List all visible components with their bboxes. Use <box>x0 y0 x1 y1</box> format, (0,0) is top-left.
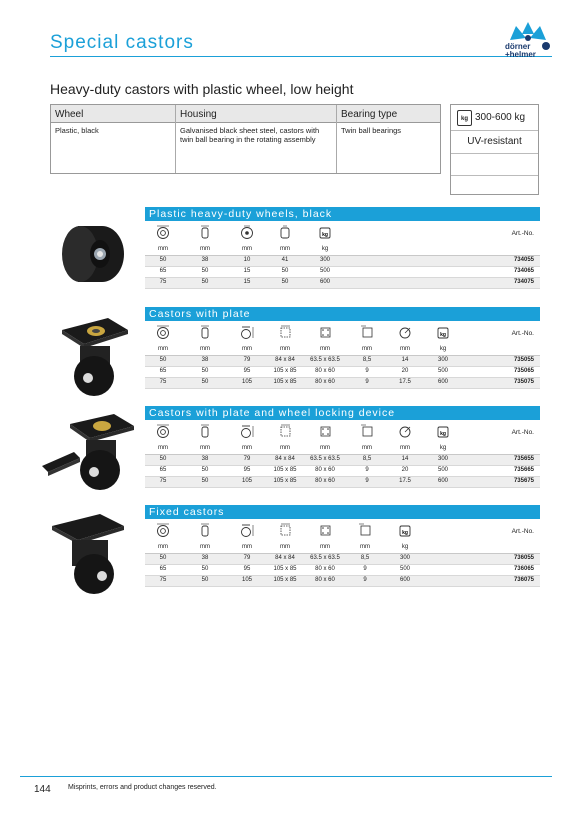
unit-label: mm <box>200 544 210 550</box>
table-cell: 10 <box>243 257 251 263</box>
table-row <box>145 367 540 378</box>
table-row <box>145 554 540 565</box>
brand-logo-text <box>505 43 536 59</box>
unit-label: mm <box>242 346 252 352</box>
unit-label: mm <box>360 544 370 550</box>
table-cell: 105 x 85 <box>273 566 297 572</box>
table-cell: 14 <box>401 357 409 363</box>
table-cell: 500 <box>319 268 330 274</box>
table-cell: 9 <box>363 566 367 572</box>
table-cell: 300 <box>437 357 448 363</box>
table-cell: 63.5 x 63.5 <box>310 357 340 363</box>
table-cell: 17.5 <box>399 478 411 484</box>
article-number-header: Art.-No. <box>511 429 534 436</box>
unit-label: mm <box>280 246 290 252</box>
article-number: 734055 <box>513 257 534 263</box>
svg-text:kg: kg <box>440 332 446 338</box>
article-number: 736065 <box>513 566 534 572</box>
table-cell: 105 <box>241 577 252 583</box>
unit-label: mm <box>242 246 252 252</box>
table-row <box>145 256 540 267</box>
overall-height-icon <box>240 523 254 537</box>
table-cell: 75 <box>159 478 167 484</box>
table-row <box>145 356 540 367</box>
units-row <box>145 245 540 256</box>
table-cell: 50 <box>201 478 209 484</box>
table-cell: 38 <box>201 257 209 263</box>
table-cell: 80 x 60 <box>315 368 335 374</box>
spec-header-wheel: Wheel <box>55 109 84 120</box>
bolt-hole-icon <box>358 523 372 537</box>
section-subtitle: Heavy-duty castors with plastic wheel, low height <box>50 81 354 97</box>
table-row <box>145 267 540 278</box>
wheel-diameter-icon <box>156 523 170 537</box>
table-cell: 500 <box>437 467 448 473</box>
svg-text:kg: kg <box>402 530 408 536</box>
logo-word-2: +helmer <box>505 50 536 59</box>
wheel-diameter-icon <box>156 225 170 239</box>
section-title-bar: Plastic heavy-duty wheels, black <box>145 207 540 221</box>
section-title-bar: Castors with plate and wheel locking device <box>145 406 540 420</box>
table-cell: 600 <box>437 379 448 385</box>
article-number: 735675 <box>513 478 534 484</box>
table-cell: 80 x 60 <box>315 379 335 385</box>
wheel-width-icon <box>198 424 212 438</box>
table-cell: 9 <box>365 379 369 385</box>
table-cell: 50 <box>159 257 167 263</box>
table-cell: 63.5 x 63.5 <box>310 456 340 462</box>
table-cell: 38 <box>201 456 209 462</box>
product-section <box>145 307 540 389</box>
table-cell: 600 <box>319 279 330 285</box>
table-cell: 300 <box>319 257 330 263</box>
product-section <box>145 406 540 488</box>
table-cell: 79 <box>243 357 251 363</box>
table-cell: 50 <box>159 456 167 462</box>
overall-height-icon <box>240 424 254 438</box>
table-cell: 65 <box>159 268 167 274</box>
bolt-hole-icon <box>360 424 374 438</box>
article-number: 736075 <box>513 577 534 583</box>
unit-label: mm <box>200 445 210 451</box>
table-cell: 38 <box>201 555 209 561</box>
load-capacity-icon <box>436 325 450 339</box>
article-number: 735655 <box>513 456 534 462</box>
load-range: 300-600 kg <box>475 112 526 123</box>
svg-text:kg: kg <box>322 232 328 238</box>
table-row <box>145 576 540 587</box>
unit-label: kg <box>439 346 447 352</box>
unit-label: mm <box>400 445 410 451</box>
table-row <box>145 565 540 576</box>
table-cell: 50 <box>159 555 167 561</box>
table-cell: 75 <box>159 379 167 385</box>
table-cell: 300 <box>399 555 410 561</box>
load-capacity-icon <box>436 424 450 438</box>
unit-label: mm <box>320 346 330 352</box>
article-number-header: Art.-No. <box>511 528 534 535</box>
unit-label: mm <box>200 346 210 352</box>
load-badge <box>450 104 539 195</box>
offset-icon <box>398 424 412 438</box>
table-cell: 8,5 <box>360 555 370 561</box>
table-cell: 20 <box>401 467 409 473</box>
table-cell: 50 <box>281 268 289 274</box>
table-cell: 50 <box>201 467 209 473</box>
table-cell: 600 <box>399 577 410 583</box>
product-section <box>145 505 540 587</box>
svg-text:kg: kg <box>440 431 446 437</box>
table-cell: 300 <box>437 456 448 462</box>
offset-icon <box>398 325 412 339</box>
table-cell: 50 <box>159 357 167 363</box>
hub-length-icon <box>278 225 292 239</box>
load-badge-row <box>451 105 538 131</box>
table-cell: 8,5 <box>362 357 372 363</box>
spec-value-bearing: Twin ball bearings <box>341 126 402 135</box>
hole-spacing-icon <box>318 523 332 537</box>
table-cell: 84 x 84 <box>275 357 295 363</box>
table-cell: 80 x 60 <box>315 478 335 484</box>
table-cell: 95 <box>243 368 251 374</box>
table-cell: 79 <box>243 555 251 561</box>
table-cell: 65 <box>159 368 167 374</box>
bolt-hole-icon <box>360 325 374 339</box>
spec-col-housing <box>175 105 336 173</box>
hole-spacing-icon <box>318 424 332 438</box>
table-cell: 80 x 60 <box>315 467 335 473</box>
table-cell: 105 x 85 <box>273 467 297 473</box>
unit-label: mm <box>280 346 290 352</box>
load-capacity-icon <box>318 225 332 239</box>
spec-icons-row <box>145 321 540 345</box>
table-cell: 9 <box>365 478 369 484</box>
unit-label: kg <box>439 445 447 451</box>
table-cell: 500 <box>437 368 448 374</box>
article-number-header: Art.-No. <box>511 230 534 237</box>
table-cell: 50 <box>201 268 209 274</box>
wheel-diameter-icon <box>156 325 170 339</box>
table-cell: 105 <box>241 379 252 385</box>
article-number: 735665 <box>513 467 534 473</box>
table-cell: 50 <box>201 577 209 583</box>
unit-label: mm <box>242 544 252 550</box>
table-cell: 80 x 60 <box>315 566 335 572</box>
article-number: 736055 <box>513 555 534 561</box>
table-row <box>145 477 540 488</box>
table-row <box>145 278 540 289</box>
table-cell: 95 <box>243 467 251 473</box>
unit-label: kg <box>401 544 409 550</box>
badge-empty-row <box>451 154 538 176</box>
table-cell: 8,5 <box>362 456 372 462</box>
units-row <box>145 345 540 356</box>
table-cell: 63.5 x 63.5 <box>310 555 340 561</box>
table-cell: 65 <box>159 467 167 473</box>
article-number: 734075 <box>513 279 534 285</box>
table-cell: 50 <box>201 368 209 374</box>
units-row <box>145 543 540 554</box>
spec-table <box>50 104 441 174</box>
table-cell: 105 x 85 <box>273 368 297 374</box>
table-cell: 17.5 <box>399 379 411 385</box>
plate-size-icon <box>278 523 292 537</box>
unit-label: mm <box>158 246 168 252</box>
unit-label: mm <box>320 445 330 451</box>
table-cell: 600 <box>437 478 448 484</box>
unit-label: mm <box>362 346 372 352</box>
article-number: 735055 <box>513 357 534 363</box>
table-cell: 50 <box>201 279 209 285</box>
hub-bore-icon <box>240 225 254 239</box>
unit-label: mm <box>200 246 210 252</box>
table-cell: 105 <box>241 478 252 484</box>
table-cell: 9 <box>365 368 369 374</box>
table-cell: 50 <box>281 279 289 285</box>
article-number: 735075 <box>513 379 534 385</box>
table-cell: 9 <box>363 577 367 583</box>
wheel-diameter-icon <box>156 424 170 438</box>
overall-height-icon <box>240 325 254 339</box>
plate-size-icon <box>278 325 292 339</box>
unit-label: mm <box>158 346 168 352</box>
unit-label: mm <box>280 445 290 451</box>
logo-word-1: dörner <box>505 42 531 51</box>
article-number-header: Art.-No. <box>511 330 534 337</box>
wheel-width-icon <box>198 225 212 239</box>
table-cell: 75 <box>159 577 167 583</box>
table-cell: 50 <box>201 566 209 572</box>
table-cell: 84 x 84 <box>275 555 295 561</box>
table-cell: 50 <box>201 379 209 385</box>
spec-col-bearing <box>336 105 440 173</box>
table-cell: 95 <box>243 566 251 572</box>
castor-with-lock-image <box>40 412 140 494</box>
table-cell: 79 <box>243 456 251 462</box>
wheel-width-icon <box>198 523 212 537</box>
section-title-bar: Fixed castors <box>145 505 540 519</box>
plastic-wheel-image <box>58 218 128 288</box>
weight-kg-icon: kg <box>457 110 472 126</box>
table-cell: 20 <box>401 368 409 374</box>
unit-label: mm <box>242 445 252 451</box>
spec-header-housing: Housing <box>180 109 217 120</box>
castor-with-plate-image <box>58 316 130 398</box>
table-cell: 105 x 85 <box>273 577 297 583</box>
units-row <box>145 444 540 455</box>
uv-resistant-label: UV-resistant <box>451 131 538 154</box>
table-cell: 84 x 84 <box>275 456 295 462</box>
table-cell: 15 <box>243 279 251 285</box>
spec-header-bearing: Bearing type <box>341 109 398 120</box>
unit-label: mm <box>158 544 168 550</box>
unit-label: mm <box>320 544 330 550</box>
page-title: Special castors <box>50 32 194 53</box>
table-row <box>145 455 540 466</box>
table-cell: 15 <box>243 268 251 274</box>
unit-label: mm <box>280 544 290 550</box>
table-cell: 9 <box>365 467 369 473</box>
fixed-castor-image <box>50 512 130 596</box>
table-cell: 14 <box>401 456 409 462</box>
unit-label: mm <box>362 445 372 451</box>
section-title-bar: Castors with plate <box>145 307 540 321</box>
spec-col-wheel <box>51 105 175 173</box>
table-cell: 80 x 60 <box>315 577 335 583</box>
spec-value-wheel: Plastic, black <box>55 126 99 135</box>
product-section <box>145 207 540 289</box>
unit-label: kg <box>321 246 329 252</box>
table-cell: 65 <box>159 566 167 572</box>
table-cell: 105 x 85 <box>273 478 297 484</box>
spec-icons-row <box>145 221 540 245</box>
footer-note: Misprints, errors and product changes reserved. <box>68 784 217 791</box>
wheel-width-icon <box>198 325 212 339</box>
spec-icons-row <box>145 519 540 543</box>
unit-label: mm <box>158 445 168 451</box>
spec-value-housing: Galvanised black sheet steel, castors with twin ball bearing in the rotating assembly <box>180 126 320 144</box>
article-number: 734065 <box>513 268 534 274</box>
table-cell: 500 <box>399 566 410 572</box>
table-cell: 41 <box>281 257 289 263</box>
table-cell: 75 <box>159 279 167 285</box>
table-cell: 105 x 85 <box>273 379 297 385</box>
table-row <box>145 466 540 477</box>
load-capacity-icon <box>398 523 412 537</box>
spec-icons-row <box>145 420 540 444</box>
hole-spacing-icon <box>318 325 332 339</box>
unit-label: mm <box>400 346 410 352</box>
table-cell: 38 <box>201 357 209 363</box>
table-row <box>145 378 540 389</box>
page-number: 144 <box>34 784 51 795</box>
article-number: 735065 <box>513 368 534 374</box>
header-divider <box>50 56 552 57</box>
plate-size-icon <box>278 424 292 438</box>
footer-divider <box>20 776 552 777</box>
